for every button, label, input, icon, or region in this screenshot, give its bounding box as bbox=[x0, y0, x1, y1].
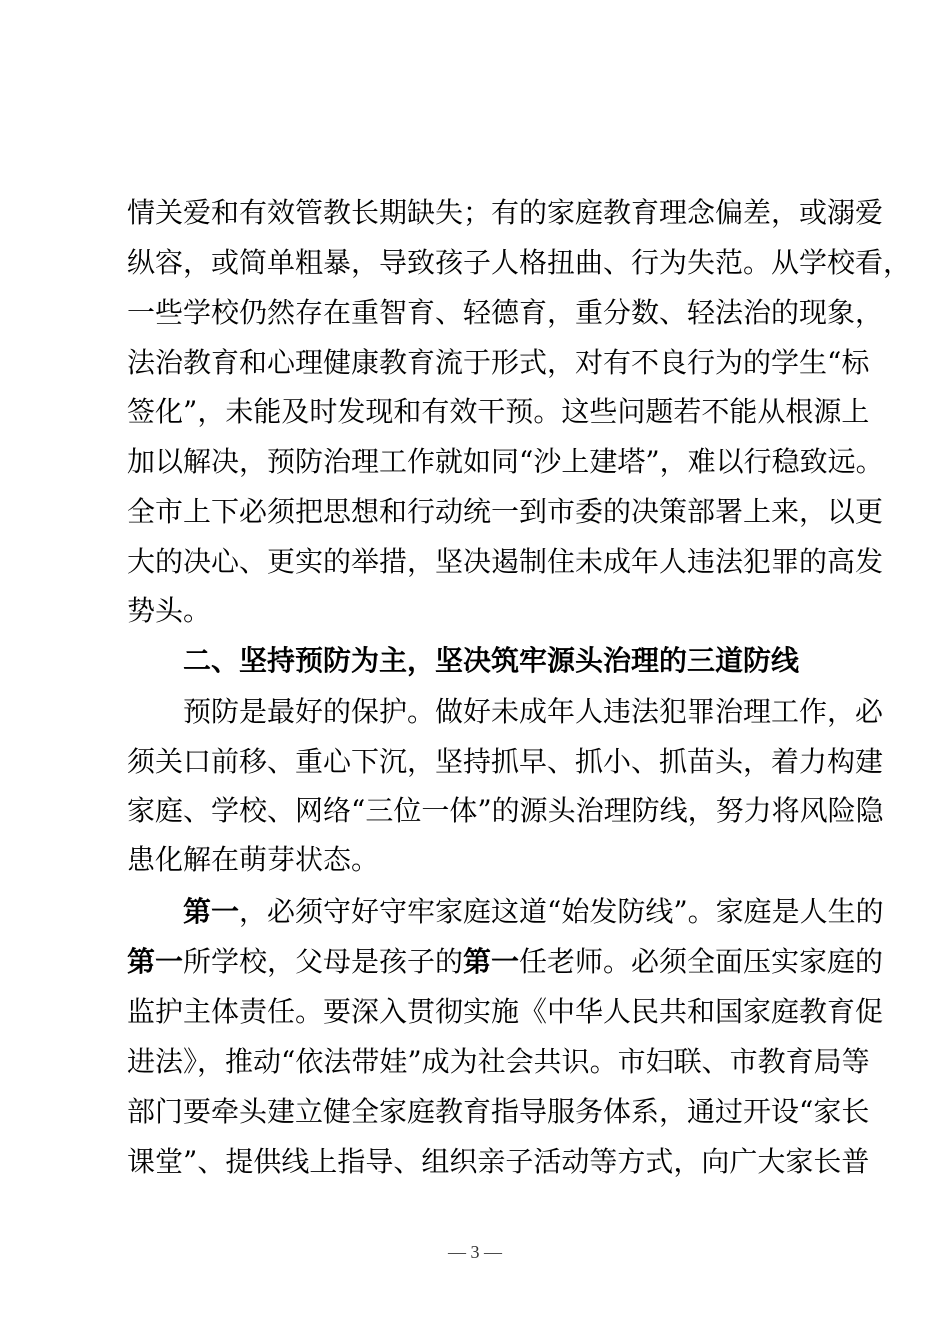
text-line: 患化解在萌芽状态。 bbox=[127, 843, 380, 876]
text-line: 大的决心、更实的举措，坚决遏制住未成年人违法犯罪的高发 bbox=[127, 545, 884, 578]
text-line bbox=[183, 892, 884, 932]
text-line: 法治教育和心理健康教育流于形式，对有不良行为的学生“标 bbox=[127, 346, 870, 379]
text-line: 纵容，或简单粗暴，导致孩子人格扭曲、行为失范。从学校看， bbox=[127, 246, 912, 279]
page-number: — 3 — bbox=[448, 1242, 502, 1262]
text-line: 全市上下必须把思想和行动统一到市委的决策部署上来，以更 bbox=[127, 495, 884, 528]
text-span: ，必须守好守牢家庭这道“始发防线”。家庭是人生的 bbox=[239, 895, 884, 928]
text-line: 家庭、学校、网络“三位一体”的源头治理防线，努力将风险隐 bbox=[127, 794, 884, 827]
text-line: 加以解决，预防治理工作就如同“沙上建塔”，难以行稳致远。 bbox=[127, 445, 884, 478]
bold-text: 第一 bbox=[127, 945, 184, 978]
text-span: 所学校，父母是孩子的 bbox=[183, 945, 464, 978]
text-line: 签化”，未能及时发现和有效干预。这些问题若不能从根源上 bbox=[127, 395, 870, 428]
text-line: 须关口前移、重心下沉，坚持抓早、抓小、抓苗头，着力构建 bbox=[127, 745, 884, 778]
text-line: 预防是最好的保护。做好未成年人违法犯罪治理工作，必 bbox=[183, 695, 884, 728]
text-line: 课堂”、提供线上指导、组织亲子活动等方式，向广大家长普 bbox=[127, 1145, 870, 1178]
text-line: 部门要牵头建立健全家庭教育指导服务体系，通过开设“家长 bbox=[127, 1095, 870, 1128]
section-heading: 二、坚持预防为主，坚决筑牢源头治理的三道防线 bbox=[183, 644, 800, 677]
bold-text: 第一 bbox=[183, 895, 240, 928]
text-span: 任老师。必须全面压实家庭的 bbox=[519, 945, 884, 978]
bold-text: 第一 bbox=[463, 945, 520, 978]
text-line bbox=[127, 942, 884, 982]
text-line: 情关爱和有效管教长期缺失；有的家庭教育理念偏差，或溺爱 bbox=[127, 196, 884, 229]
text-line: 监护主体责任。要深入贯彻实施《中华人民共和国家庭教育促 bbox=[127, 995, 884, 1028]
text-line: 一些学校仍然存在重智育、轻德育，重分数、轻法治的现象， bbox=[127, 296, 884, 329]
text-line: 进法》，推动“依法带娃”成为社会共识。市妇联、市教育局等 bbox=[127, 1045, 870, 1078]
text-line: 势头。 bbox=[127, 594, 212, 627]
